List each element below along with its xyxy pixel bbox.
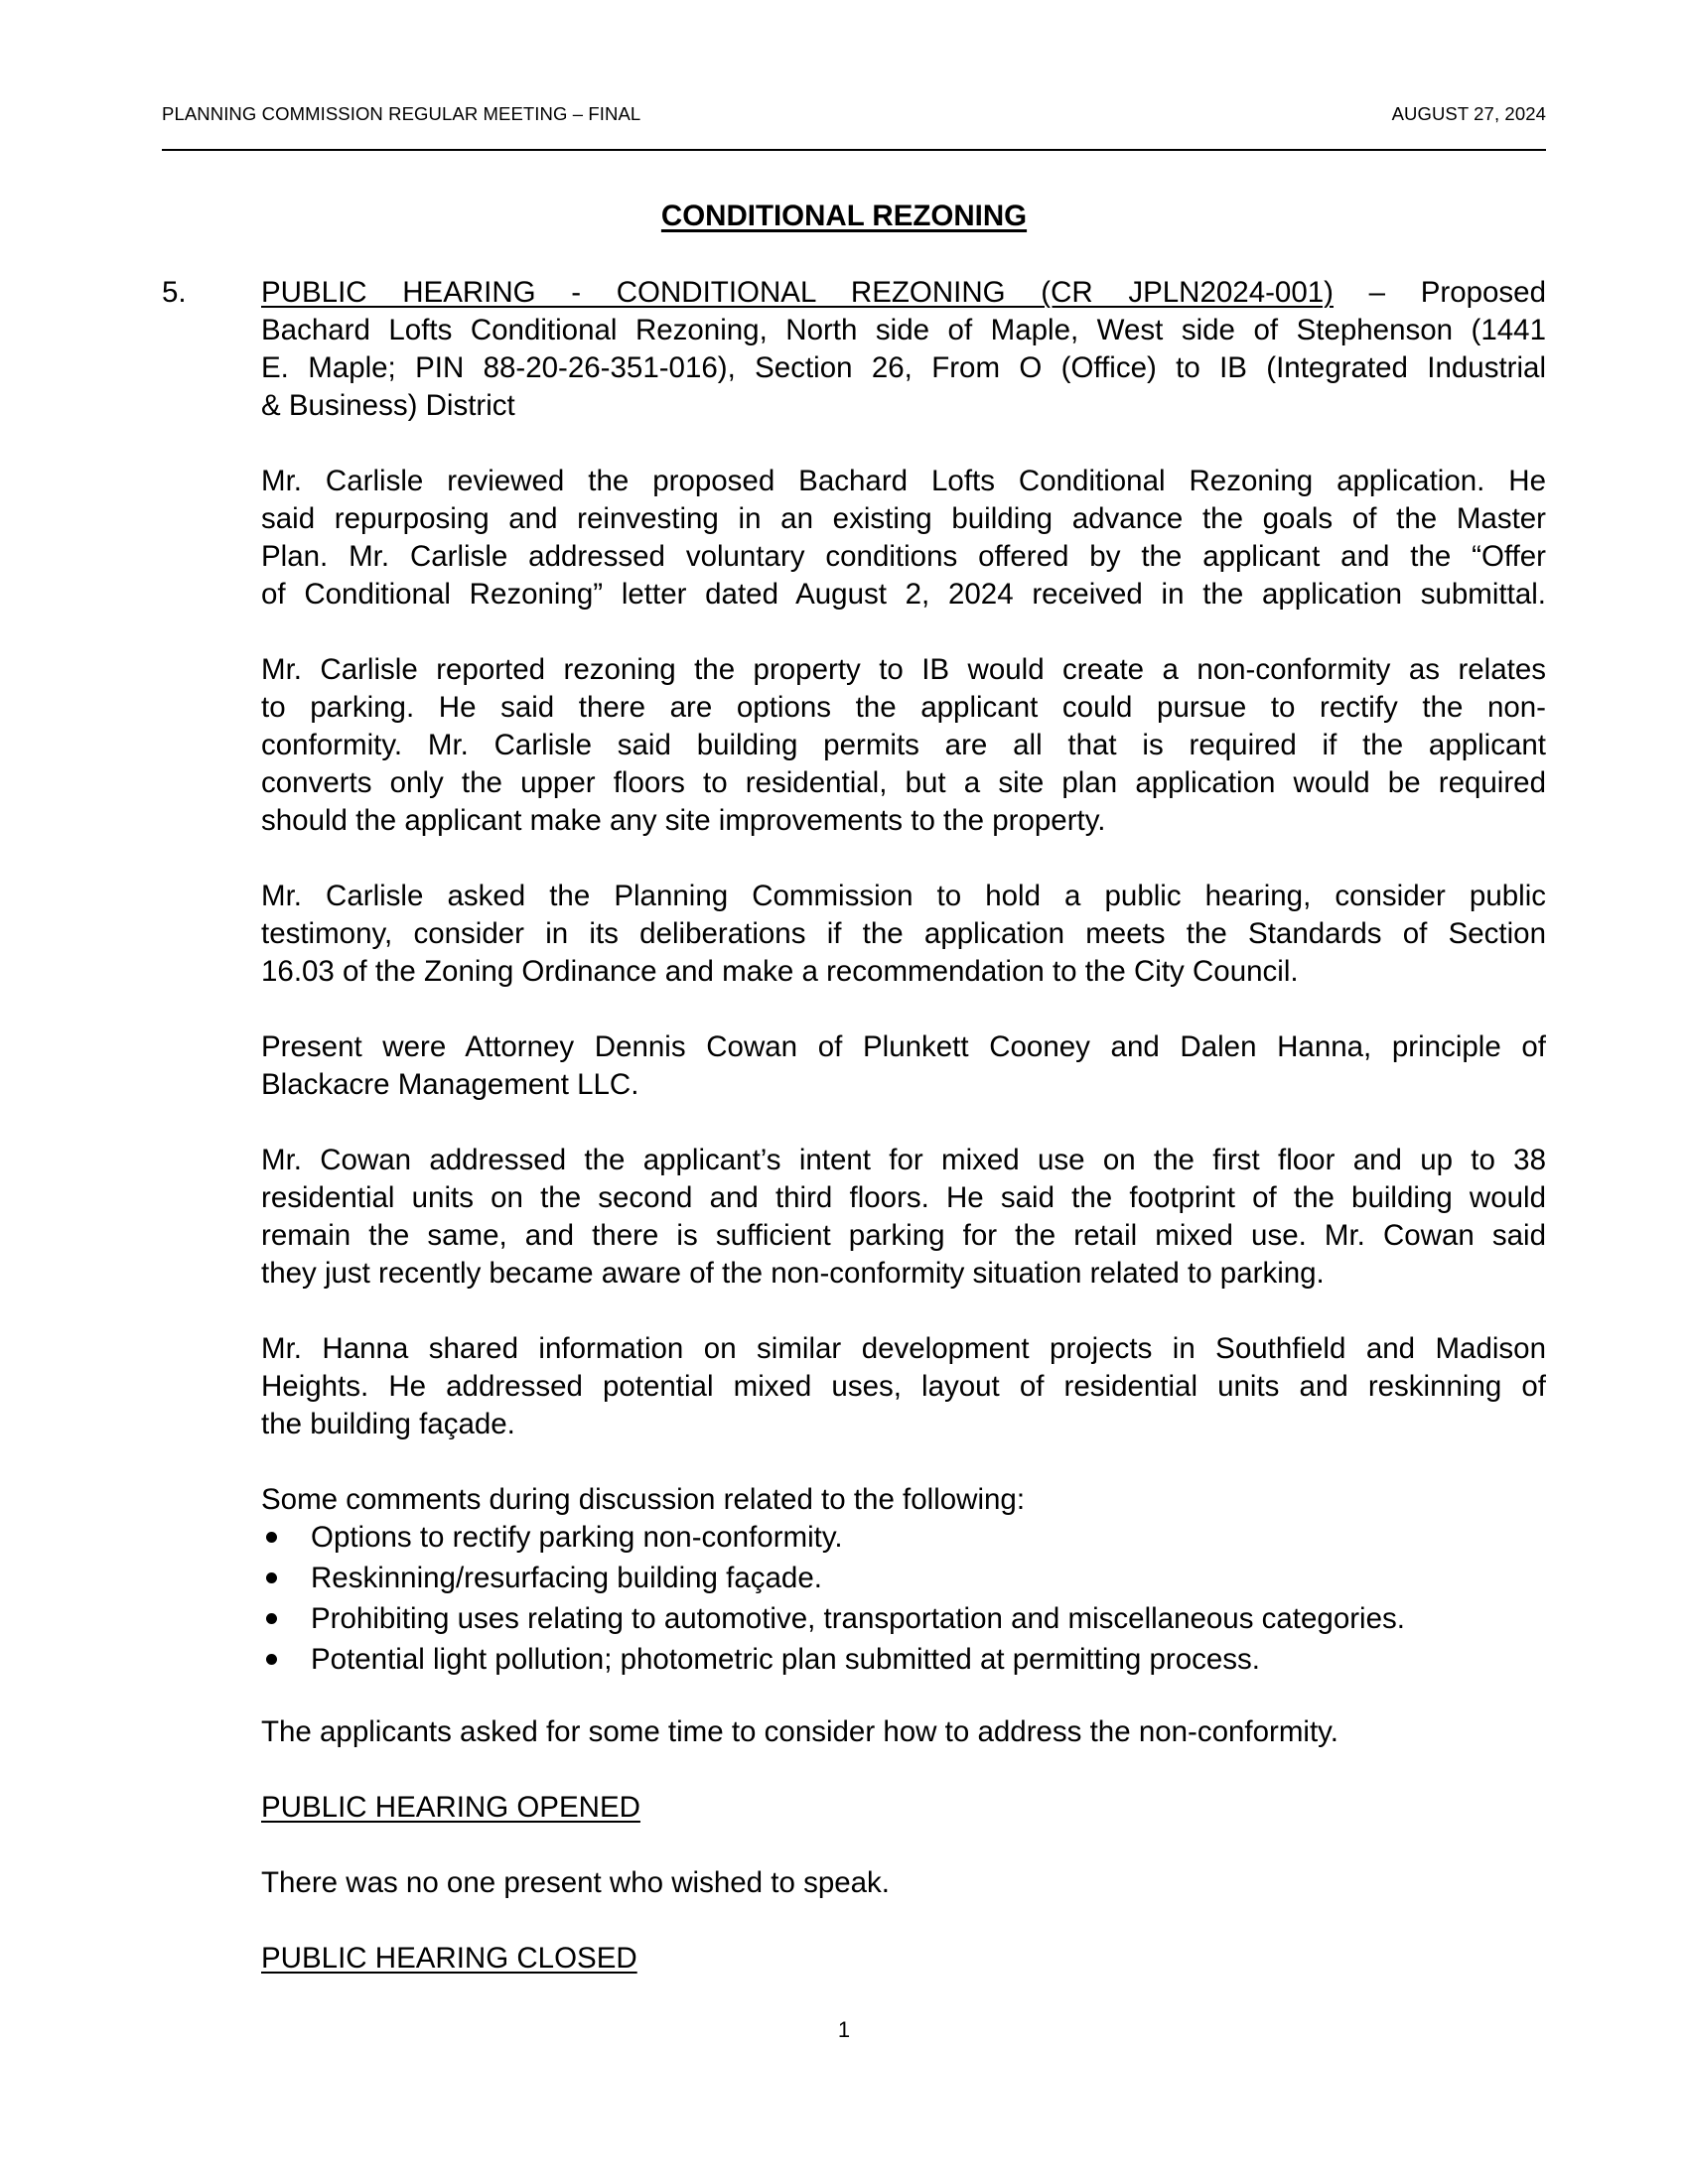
paragraph-cowan: Mr. Cowan addressed the applicant’s intent for mixed use on the first floor and up to 38 residential units on the second and third floors. He said the footprint of the building would remain the same, and there is sufficient parking for the retail mixed use. Mr. Cowan said they just recently became aware of the non-conformity situation related to parking. bbox=[261, 1144, 1546, 1290]
paragraph-attendees: Present were Attorney Dennis Cowan of Plunkett Cooney and Dalen Hanna, principle of Blackacre Management LLC. bbox=[261, 1030, 1546, 1101]
paragraph-hanna: Mr. Hanna shared information on similar development projects in Southfield and Madison Heights. He addressed potential mixed uses, layout of residential units and reskinning of the building façade. bbox=[261, 1332, 1546, 1440]
paragraph-carlisle-review: Mr. Carlisle reviewed the proposed Bachard Lofts Conditional Rezoning application. He said repurposing and reinvesting in an existing building advance the goals of the Master Plan. Mr. Carlisle addressed voluntary conditions offered by the applicant and the “Offer of Conditional Rezoning” letter dated August 2, 2024 received in the application submittal. bbox=[261, 465, 1546, 611]
public-hearing-closed: PUBLIC HEARING CLOSED bbox=[261, 1942, 637, 1975]
section-title: CONDITIONAL REZONING bbox=[660, 200, 1028, 232]
page-number: 1 bbox=[837, 2017, 851, 2042]
bullet-icon bbox=[266, 1613, 277, 1624]
bullet-icon bbox=[266, 1572, 277, 1583]
discussion-intro: Some comments during discussion related to the following: bbox=[261, 1483, 1026, 1516]
discussion-bullet-list bbox=[261, 1517, 1552, 1680]
list-item: Potential light pollution; photometric plan submitted at permitting process. bbox=[261, 1639, 1552, 1680]
paragraph-carlisle-request: Mr. Carlisle asked the Planning Commission to hold a public hearing, consider public testimony, consider in its deliberations if the application meets the Standards of Section 16.03 of the Zoning Ordinance and make a recommendation to the City Council. bbox=[261, 880, 1546, 988]
agenda-item-line: & Business) District bbox=[261, 389, 515, 422]
list-item: Options to rectify parking non-conformity. bbox=[261, 1517, 1552, 1558]
bullet-icon bbox=[266, 1532, 277, 1543]
list-item: Reskinning/resurfacing building façade. bbox=[261, 1558, 1552, 1598]
list-item: Prohibiting uses relating to automotive, transportation and miscellaneous categories. bbox=[261, 1598, 1552, 1639]
public-hearing-opened: PUBLIC HEARING OPENED bbox=[261, 1791, 640, 1824]
agenda-item-line: Bachard Lofts Conditional Rezoning, North side of Maple, West side of Stephenson (1441 bbox=[261, 314, 1546, 346]
page-header bbox=[162, 103, 1546, 129]
agenda-item-title-rest: – Proposed bbox=[1333, 276, 1546, 309]
no-speakers-note: There was no one present who wished to speak. bbox=[261, 1866, 890, 1899]
header-meeting-title: PLANNING COMMISSION REGULAR MEETING – FINAL bbox=[162, 103, 641, 124]
agenda-item-title: PUBLIC HEARING - CONDITIONAL REZONING (CR JPLN2024-001) bbox=[261, 276, 1334, 309]
agenda-item-line: E. Maple; PIN 88-20-26-351-016), Section 26, From O (Office) to IB (Integrated Industrial bbox=[261, 351, 1546, 384]
agenda-item-number: 5. bbox=[162, 276, 187, 309]
header-rule bbox=[162, 149, 1546, 151]
bullet-icon bbox=[266, 1654, 277, 1665]
header-date: AUGUST 27, 2024 bbox=[1391, 103, 1546, 124]
paragraph-carlisle-nonconformity: Mr. Carlisle reported rezoning the property to IB would create a non-conformity as relates to parking. He said there are options the applicant could pursue to rectify the non- conformity. Mr. Carlisle said building permits are all that is required if the applicant converts only the upper floors to residential, but a site plan application would be required should the applicant make any site improvements to the property. bbox=[261, 653, 1546, 837]
agenda-item-heading bbox=[261, 274, 1546, 425]
applicants-note: The applicants asked for some time to consider how to address the non-conformity. bbox=[261, 1715, 1338, 1748]
